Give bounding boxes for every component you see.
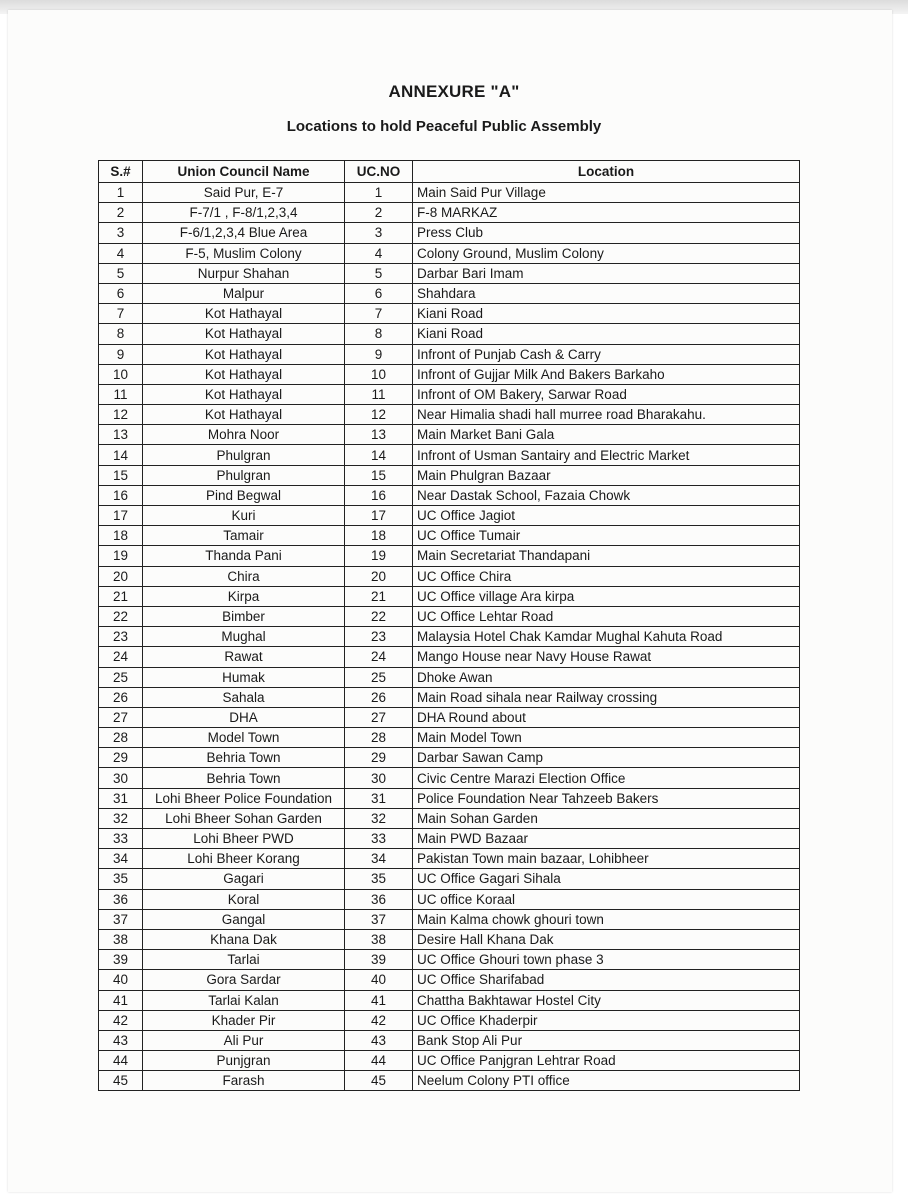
cell-location: Darbar Bari Imam — [413, 263, 800, 283]
cell-union-council-name: Kuri — [143, 506, 345, 526]
table-row — [99, 788, 800, 808]
table-row — [99, 687, 800, 707]
cell-uc-number: 36 — [345, 889, 413, 909]
cell-serial-number: 25 — [99, 667, 143, 687]
header-serial-number: S.# — [99, 161, 143, 183]
cell-uc-number: 43 — [345, 1030, 413, 1050]
cell-serial-number: 22 — [99, 606, 143, 626]
table-row — [99, 606, 800, 626]
cell-uc-number: 4 — [345, 243, 413, 263]
cell-uc-number: 6 — [345, 283, 413, 303]
table-row — [99, 566, 800, 586]
cell-union-council-name: Mohra Noor — [143, 425, 345, 445]
cell-location: Main Sohan Garden — [413, 808, 800, 828]
header-uc-number: UC.NO — [345, 161, 413, 183]
cell-location: Dhoke Awan — [413, 667, 800, 687]
cell-serial-number: 42 — [99, 1010, 143, 1030]
cell-serial-number: 30 — [99, 768, 143, 788]
cell-union-council-name: Ali Pur — [143, 1030, 345, 1050]
cell-uc-number: 29 — [345, 748, 413, 768]
cell-serial-number: 35 — [99, 869, 143, 889]
cell-uc-number: 23 — [345, 627, 413, 647]
cell-location: UC Office Khaderpir — [413, 1010, 800, 1030]
table-row — [99, 485, 800, 505]
cell-union-council-name: F-5, Muslim Colony — [143, 243, 345, 263]
cell-location: Mango House near Navy House Rawat — [413, 647, 800, 667]
cell-union-council-name: Farash — [143, 1071, 345, 1091]
cell-location: Neelum Colony PTI office — [413, 1071, 800, 1091]
cell-location: Infront of Gujjar Milk And Bakers Barkaho — [413, 364, 800, 384]
cell-uc-number: 9 — [345, 344, 413, 364]
cell-uc-number: 34 — [345, 849, 413, 869]
cell-uc-number: 41 — [345, 990, 413, 1010]
table-row — [99, 748, 800, 768]
cell-uc-number: 20 — [345, 566, 413, 586]
table-row — [99, 526, 800, 546]
cell-serial-number: 28 — [99, 728, 143, 748]
cell-serial-number: 8 — [99, 324, 143, 344]
cell-serial-number: 26 — [99, 687, 143, 707]
table-row — [99, 263, 800, 283]
table-row — [99, 909, 800, 929]
cell-uc-number: 17 — [345, 506, 413, 526]
table-row — [99, 990, 800, 1010]
cell-uc-number: 28 — [345, 728, 413, 748]
cell-location: Main Road sihala near Railway crossing — [413, 687, 800, 707]
cell-union-council-name: Pind Begwal — [143, 485, 345, 505]
cell-serial-number: 41 — [99, 990, 143, 1010]
table-row — [99, 223, 800, 243]
table-row — [99, 1071, 800, 1091]
cell-location: Police Foundation Near Tahzeeb Bakers — [413, 788, 800, 808]
cell-uc-number: 30 — [345, 768, 413, 788]
cell-location: UC Office Tumair — [413, 526, 800, 546]
cell-location: Desire Hall Khana Dak — [413, 929, 800, 949]
cell-serial-number: 12 — [99, 405, 143, 425]
cell-location: DHA Round about — [413, 707, 800, 727]
cell-serial-number: 17 — [99, 506, 143, 526]
cell-serial-number: 15 — [99, 465, 143, 485]
cell-location: Infront of OM Bakery, Sarwar Road — [413, 384, 800, 404]
table-row — [99, 243, 800, 263]
cell-serial-number: 32 — [99, 808, 143, 828]
cell-location: Main Model Town — [413, 728, 800, 748]
cell-serial-number: 37 — [99, 909, 143, 929]
table-row — [99, 384, 800, 404]
cell-serial-number: 14 — [99, 445, 143, 465]
cell-location: Shahdara — [413, 283, 800, 303]
cell-union-council-name: Behria Town — [143, 748, 345, 768]
cell-union-council-name: Humak — [143, 667, 345, 687]
table-row — [99, 950, 800, 970]
cell-location: Press Club — [413, 223, 800, 243]
cell-union-council-name: Lohi Bheer Police Foundation — [143, 788, 345, 808]
cell-serial-number: 2 — [99, 203, 143, 223]
cell-uc-number: 1 — [345, 183, 413, 203]
table-row — [99, 667, 800, 687]
table-row — [99, 283, 800, 303]
cell-location: Pakistan Town main bazaar, Lohibheer — [413, 849, 800, 869]
cell-union-council-name: Khana Dak — [143, 929, 345, 949]
cell-union-council-name: Gangal — [143, 909, 345, 929]
cell-uc-number: 42 — [345, 1010, 413, 1030]
table-row — [99, 1030, 800, 1050]
cell-serial-number: 44 — [99, 1051, 143, 1071]
cell-location: Near Himalia shadi hall murree road Bharakahu. — [413, 405, 800, 425]
cell-union-council-name: Lohi Bheer Korang — [143, 849, 345, 869]
table-row — [99, 445, 800, 465]
cell-uc-number: 32 — [345, 808, 413, 828]
cell-serial-number: 21 — [99, 586, 143, 606]
cell-uc-number: 10 — [345, 364, 413, 384]
table-row — [99, 1051, 800, 1071]
cell-uc-number: 8 — [345, 324, 413, 344]
table-row — [99, 869, 800, 889]
table-row — [99, 929, 800, 949]
cell-union-council-name: Khader Pir — [143, 1010, 345, 1030]
cell-location: Chattha Bakhtawar Hostel City — [413, 990, 800, 1010]
cell-union-council-name: Behria Town — [143, 768, 345, 788]
table-header-row — [99, 161, 800, 183]
cell-serial-number: 10 — [99, 364, 143, 384]
cell-serial-number: 39 — [99, 950, 143, 970]
table-row — [99, 889, 800, 909]
cell-location: Kiani Road — [413, 304, 800, 324]
cell-union-council-name: DHA — [143, 707, 345, 727]
cell-uc-number: 27 — [345, 707, 413, 727]
cell-uc-number: 5 — [345, 263, 413, 283]
cell-serial-number: 34 — [99, 849, 143, 869]
cell-location: Malaysia Hotel Chak Kamdar Mughal Kahuta Road — [413, 627, 800, 647]
header-union-council-name: Union Council Name — [143, 161, 345, 183]
table-row — [99, 586, 800, 606]
cell-uc-number: 11 — [345, 384, 413, 404]
cell-serial-number: 16 — [99, 485, 143, 505]
cell-union-council-name: Sahala — [143, 687, 345, 707]
cell-union-council-name: Kirpa — [143, 586, 345, 606]
cell-serial-number: 24 — [99, 647, 143, 667]
cell-union-council-name: Chira — [143, 566, 345, 586]
cell-uc-number: 44 — [345, 1051, 413, 1071]
cell-location: UC Office Lehtar Road — [413, 606, 800, 626]
cell-union-council-name: F-7/1 , F-8/1,2,3,4 — [143, 203, 345, 223]
cell-union-council-name: Koral — [143, 889, 345, 909]
cell-union-council-name: Gora Sardar — [143, 970, 345, 990]
cell-location: UC Office Ghouri town phase 3 — [413, 950, 800, 970]
cell-union-council-name: Gagari — [143, 869, 345, 889]
cell-union-council-name: Rawat — [143, 647, 345, 667]
table-row — [99, 768, 800, 788]
cell-uc-number: 18 — [345, 526, 413, 546]
cell-location: UC Office village Ara kirpa — [413, 586, 800, 606]
cell-union-council-name: Lohi Bheer Sohan Garden — [143, 808, 345, 828]
cell-union-council-name: Bimber — [143, 606, 345, 626]
cell-uc-number: 19 — [345, 546, 413, 566]
cell-uc-number: 12 — [345, 405, 413, 425]
cell-location: Main PWD Bazaar — [413, 829, 800, 849]
cell-serial-number: 13 — [99, 425, 143, 445]
table-row — [99, 1010, 800, 1030]
cell-union-council-name: Kot Hathayal — [143, 324, 345, 344]
table-row — [99, 506, 800, 526]
cell-location: Near Dastak School, Fazaia Chowk — [413, 485, 800, 505]
cell-serial-number: 9 — [99, 344, 143, 364]
cell-union-council-name: Malpur — [143, 283, 345, 303]
table-row — [99, 627, 800, 647]
cell-location: Civic Centre Marazi Election Office — [413, 768, 800, 788]
locations-table — [98, 160, 800, 1091]
cell-serial-number: 40 — [99, 970, 143, 990]
cell-serial-number: 20 — [99, 566, 143, 586]
cell-union-council-name: Tarlai — [143, 950, 345, 970]
cell-uc-number: 25 — [345, 667, 413, 687]
cell-uc-number: 45 — [345, 1071, 413, 1091]
cell-union-council-name: Tamair — [143, 526, 345, 546]
cell-serial-number: 6 — [99, 283, 143, 303]
cell-serial-number: 27 — [99, 707, 143, 727]
cell-location: Colony Ground, Muslim Colony — [413, 243, 800, 263]
cell-serial-number: 29 — [99, 748, 143, 768]
cell-serial-number: 1 — [99, 183, 143, 203]
cell-location: UC Office Sharifabad — [413, 970, 800, 990]
table-row — [99, 405, 800, 425]
cell-uc-number: 26 — [345, 687, 413, 707]
cell-union-council-name: Kot Hathayal — [143, 344, 345, 364]
cell-uc-number: 22 — [345, 606, 413, 626]
cell-serial-number: 36 — [99, 889, 143, 909]
cell-location: Main Kalma chowk ghouri town — [413, 909, 800, 929]
cell-uc-number: 7 — [345, 304, 413, 324]
cell-union-council-name: Kot Hathayal — [143, 304, 345, 324]
cell-serial-number: 23 — [99, 627, 143, 647]
cell-uc-number: 35 — [345, 869, 413, 889]
table-row — [99, 707, 800, 727]
cell-union-council-name: Said Pur, E-7 — [143, 183, 345, 203]
cell-serial-number: 4 — [99, 243, 143, 263]
cell-union-council-name: Tarlai Kalan — [143, 990, 345, 1010]
cell-union-council-name: Model Town — [143, 728, 345, 748]
cell-location: Main Said Pur Village — [413, 183, 800, 203]
cell-location: Infront of Usman Santairy and Electric Market — [413, 445, 800, 465]
header-location: Location — [413, 161, 800, 183]
table-row — [99, 203, 800, 223]
cell-union-council-name: Kot Hathayal — [143, 364, 345, 384]
cell-location: Bank Stop Ali Pur — [413, 1030, 800, 1050]
cell-serial-number: 45 — [99, 1071, 143, 1091]
cell-uc-number: 15 — [345, 465, 413, 485]
cell-union-council-name: Kot Hathayal — [143, 405, 345, 425]
cell-location: UC office Koraal — [413, 889, 800, 909]
cell-uc-number: 16 — [345, 485, 413, 505]
cell-serial-number: 5 — [99, 263, 143, 283]
table-row — [99, 808, 800, 828]
cell-location: UC Office Jagiot — [413, 506, 800, 526]
cell-serial-number: 43 — [99, 1030, 143, 1050]
cell-uc-number: 33 — [345, 829, 413, 849]
cell-location: Infront of Punjab Cash & Carry — [413, 344, 800, 364]
cell-uc-number: 14 — [345, 445, 413, 465]
table-row — [99, 183, 800, 203]
cell-union-council-name: Nurpur Shahan — [143, 263, 345, 283]
table-row — [99, 425, 800, 445]
cell-location: Main Secretariat Thandapani — [413, 546, 800, 566]
cell-location: Kiani Road — [413, 324, 800, 344]
table-body — [99, 183, 800, 1091]
cell-union-council-name: Phulgran — [143, 465, 345, 485]
cell-location: UC Office Gagari Sihala — [413, 869, 800, 889]
table-row — [99, 364, 800, 384]
cell-uc-number: 39 — [345, 950, 413, 970]
cell-serial-number: 7 — [99, 304, 143, 324]
cell-uc-number: 24 — [345, 647, 413, 667]
cell-uc-number: 31 — [345, 788, 413, 808]
cell-union-council-name: Kot Hathayal — [143, 384, 345, 404]
document-subtitle: Locations to hold Peaceful Public Assembly — [286, 118, 602, 135]
cell-serial-number: 3 — [99, 223, 143, 243]
cell-serial-number: 18 — [99, 526, 143, 546]
cell-uc-number: 3 — [345, 223, 413, 243]
cell-uc-number: 38 — [345, 929, 413, 949]
cell-serial-number: 31 — [99, 788, 143, 808]
cell-location: Darbar Sawan Camp — [413, 748, 800, 768]
cell-location: F-8 MARKAZ — [413, 203, 800, 223]
cell-uc-number: 13 — [345, 425, 413, 445]
cell-uc-number: 2 — [345, 203, 413, 223]
table-row — [99, 324, 800, 344]
cell-uc-number: 21 — [345, 586, 413, 606]
cell-union-council-name: Lohi Bheer PWD — [143, 829, 345, 849]
cell-union-council-name: F-6/1,2,3,4 Blue Area — [143, 223, 345, 243]
cell-location: Main Market Bani Gala — [413, 425, 800, 445]
cell-serial-number: 19 — [99, 546, 143, 566]
cell-serial-number: 11 — [99, 384, 143, 404]
table-row — [99, 728, 800, 748]
cell-serial-number: 33 — [99, 829, 143, 849]
table-row — [99, 647, 800, 667]
cell-location: UC Office Chira — [413, 566, 800, 586]
table-row — [99, 546, 800, 566]
table-row — [99, 465, 800, 485]
cell-location: Main Phulgran Bazaar — [413, 465, 800, 485]
document-title: ANNEXURE "A" — [388, 82, 520, 101]
cell-union-council-name: Mughal — [143, 627, 345, 647]
cell-union-council-name: Punjgran — [143, 1051, 345, 1071]
table-row — [99, 829, 800, 849]
cell-uc-number: 37 — [345, 909, 413, 929]
table-row — [99, 344, 800, 364]
cell-location: UC Office Panjgran Lehtrar Road — [413, 1051, 800, 1071]
table-row — [99, 849, 800, 869]
cell-union-council-name: Phulgran — [143, 445, 345, 465]
cell-union-council-name: Thanda Pani — [143, 546, 345, 566]
table-row — [99, 970, 800, 990]
cell-serial-number: 38 — [99, 929, 143, 949]
table-row — [99, 304, 800, 324]
cell-uc-number: 40 — [345, 970, 413, 990]
